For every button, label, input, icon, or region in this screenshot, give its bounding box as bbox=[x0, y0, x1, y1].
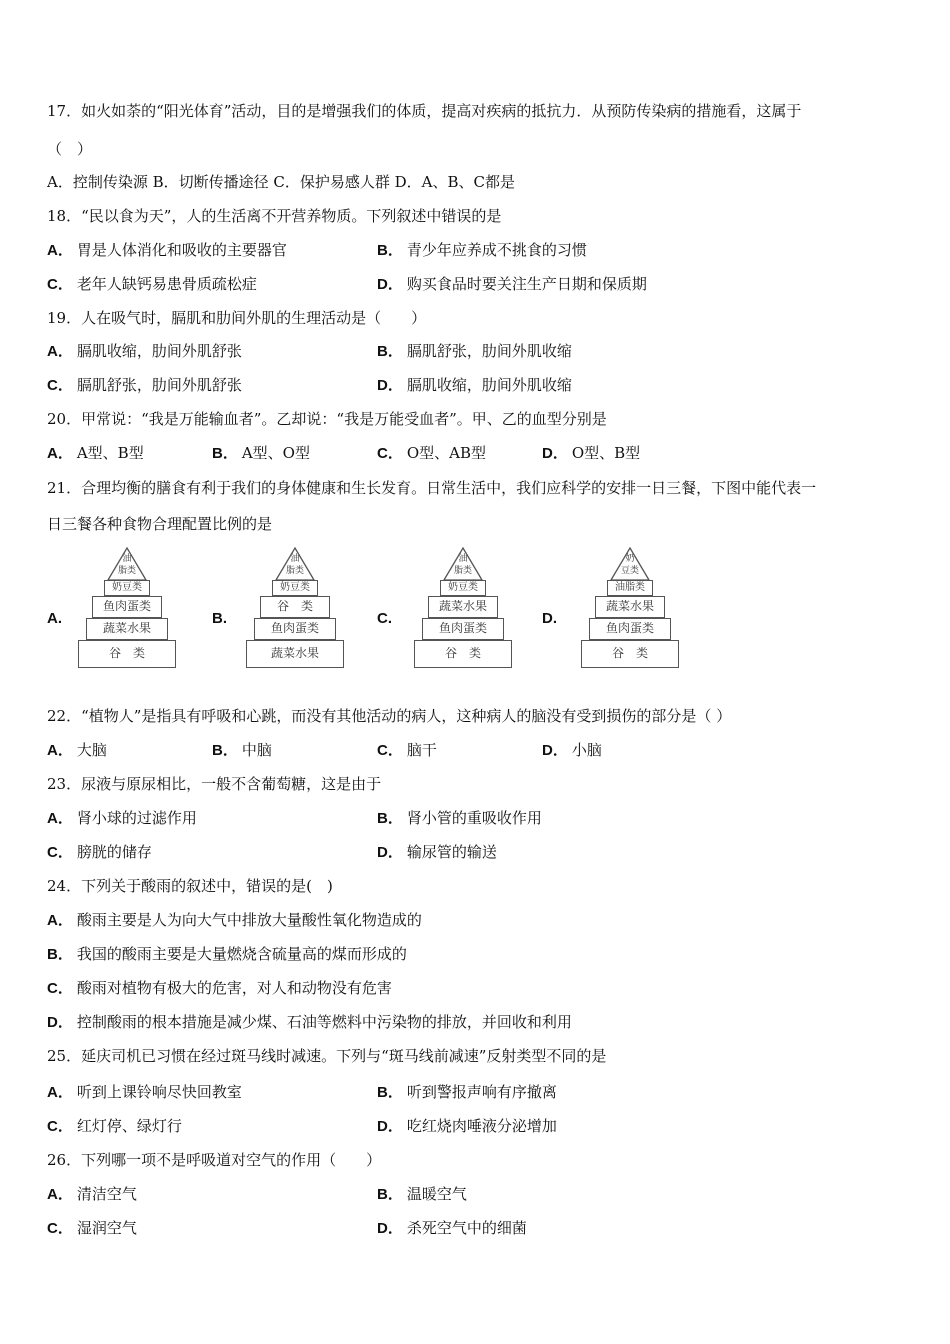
option-key: D． bbox=[377, 276, 403, 293]
option-text: 清洁空气 bbox=[76, 1185, 137, 1203]
option-q26-0 bbox=[47, 1184, 137, 1205]
option-q20-0 bbox=[47, 443, 144, 464]
pyramid-top-label: 油 bbox=[458, 554, 468, 564]
pyramid-top-label: 油 bbox=[290, 554, 300, 564]
option-q19-2 bbox=[47, 375, 242, 396]
pyramid-top-label: 油 bbox=[122, 554, 132, 564]
option-key: B． bbox=[212, 742, 238, 759]
question-stem: 20．甲常说：“我是万能输血者”。乙却说：“我是万能受血者”。甲、乙的血型分别是 bbox=[47, 410, 607, 428]
question-stem: 17．如火如荼的“阳光体育”活动，目的是增强我们的体质，提高对疾病的抵抗力．从预防传染病的措施看，这属于 bbox=[47, 102, 802, 120]
question-stem: 21．合理均衡的膳食有利于我们的身体健康和生长发育。日常生活中，我们应科学的安排一日三餐，下图中能代表一 bbox=[47, 479, 817, 497]
option-key: D． bbox=[377, 1118, 403, 1135]
option-text: 温暖空气 bbox=[406, 1185, 467, 1203]
option-text: 听到上课铃响尽快回教室 bbox=[76, 1083, 242, 1101]
pyramid-tier: 谷 类 bbox=[581, 640, 679, 668]
pyramid-tier: 奶豆类 bbox=[440, 580, 486, 596]
option-text: 膈肌收缩，肋间外肌舒张 bbox=[76, 342, 242, 360]
pyramid-top-label: 豆类 bbox=[620, 566, 640, 576]
option-q23-2 bbox=[47, 842, 152, 863]
option-key: C． bbox=[377, 742, 403, 759]
pyramid-tier: 鱼肉蛋类 bbox=[92, 596, 162, 618]
option-key: A． bbox=[47, 912, 73, 929]
option-q22-2 bbox=[377, 740, 437, 761]
option-text: 购买食品时要关注生产日期和保质期 bbox=[406, 275, 647, 293]
question-stem: 日三餐各种食物合理配置比例的是 bbox=[47, 515, 273, 533]
pyramid-top-label: 脂类 bbox=[285, 566, 305, 576]
option-q22-3 bbox=[542, 740, 602, 761]
option-q20-2 bbox=[377, 443, 486, 464]
option-q19-0 bbox=[47, 341, 242, 362]
option-q25-2 bbox=[47, 1116, 182, 1137]
option-key: C． bbox=[47, 980, 73, 997]
option-q22-1 bbox=[212, 740, 272, 761]
option-q18-0 bbox=[47, 240, 287, 261]
option-q24-1 bbox=[47, 944, 407, 965]
question-stem: A．控制传染源 B．切断传播途径 C．保护易感人群 D．A、B、C都是 bbox=[47, 173, 515, 191]
option-q23-1 bbox=[377, 808, 542, 829]
option-q23-3 bbox=[377, 842, 497, 863]
option-text: O型、B型 bbox=[571, 444, 641, 462]
pyramid-tier: 蔬菜水果 bbox=[428, 596, 498, 618]
option-text: 膀胱的储存 bbox=[76, 843, 152, 861]
option-text: 酸雨对植物有极大的危害，对人和动物没有危害 bbox=[76, 979, 392, 997]
option-text: A型、B型 bbox=[76, 444, 144, 462]
option-key: A． bbox=[47, 343, 73, 360]
option-key: C． bbox=[47, 276, 73, 293]
option-key: C． bbox=[377, 445, 403, 462]
pyramid-tier: 鱼肉蛋类 bbox=[589, 618, 671, 640]
option-text: 小脑 bbox=[571, 741, 602, 759]
option-text: 控制酸雨的根本措施是减少煤、石油等燃料中污染物的排放，并回收和利用 bbox=[76, 1013, 572, 1031]
pyramid-tier: 蔬菜水果 bbox=[595, 596, 665, 618]
option-text: 听到警报声响有序撤离 bbox=[406, 1083, 557, 1101]
option-key: A． bbox=[47, 242, 73, 259]
option-q20-1 bbox=[212, 443, 310, 464]
option-text: 吃红烧肉唾液分泌增加 bbox=[406, 1117, 557, 1135]
option-text: 膈肌舒张，肋间外肌收缩 bbox=[406, 342, 572, 360]
option-text: 红灯停、绿灯行 bbox=[76, 1117, 182, 1135]
option-q26-2 bbox=[47, 1218, 137, 1239]
option-q18-1 bbox=[377, 240, 587, 261]
option-q24-0 bbox=[47, 910, 422, 931]
option-key: D． bbox=[377, 377, 403, 394]
question-stem: （ ） bbox=[47, 140, 93, 158]
pyramid-option-label: B. bbox=[212, 610, 227, 627]
option-key: C． bbox=[47, 377, 73, 394]
question-stem: 22．“植物人”是指具有呼吸和心跳，而没有其他活动的病人，这种病人的脑没有受到损伤的部分是（ ） bbox=[47, 707, 732, 725]
pyramid-option-label: A. bbox=[47, 610, 62, 627]
option-q25-3 bbox=[377, 1116, 557, 1137]
option-q26-1 bbox=[377, 1184, 467, 1205]
option-q23-0 bbox=[47, 808, 197, 829]
option-q19-3 bbox=[377, 375, 572, 396]
option-text: 肾小球的过滤作用 bbox=[76, 809, 197, 827]
option-key: A． bbox=[47, 1186, 73, 1203]
pyramid-tier: 谷 类 bbox=[260, 596, 330, 618]
option-key: B． bbox=[377, 242, 403, 259]
option-q24-2 bbox=[47, 978, 392, 999]
option-q25-0 bbox=[47, 1082, 242, 1103]
question-stem: 23．尿液与原尿相比，一般不含葡萄糖，这是由于 bbox=[47, 775, 382, 793]
option-text: 肾小管的重吸收作用 bbox=[406, 809, 542, 827]
option-key: A． bbox=[47, 742, 73, 759]
option-text: 我国的酸雨主要是大量燃烧含硫量高的煤而形成的 bbox=[76, 945, 407, 963]
option-q19-1 bbox=[377, 341, 572, 362]
pyramid-tier: 谷 类 bbox=[78, 640, 176, 668]
option-q26-3 bbox=[377, 1218, 527, 1239]
question-stem: 24．下列关于酸雨的叙述中，错误的是( ) bbox=[47, 877, 333, 895]
question-stem: 19．人在吸气时，膈肌和肋间外肌的生理活动是（ ） bbox=[47, 309, 427, 327]
option-q18-2 bbox=[47, 274, 257, 295]
option-key: B． bbox=[377, 1084, 403, 1101]
pyramid-tier: 奶豆类 bbox=[104, 580, 150, 596]
option-key: D． bbox=[377, 844, 403, 861]
option-key: B． bbox=[377, 810, 403, 827]
option-text: 酸雨主要是人为向大气中排放大量酸性氧化物造成的 bbox=[76, 911, 422, 929]
option-key: A． bbox=[47, 1084, 73, 1101]
option-key: B． bbox=[377, 343, 403, 360]
pyramid-tier: 奶豆类 bbox=[272, 580, 318, 596]
pyramid-option-label: C. bbox=[377, 610, 392, 627]
option-key: D． bbox=[47, 1014, 73, 1031]
pyramid-tier: 鱼肉蛋类 bbox=[422, 618, 504, 640]
option-text: 杀死空气中的细菌 bbox=[406, 1219, 527, 1237]
option-text: O型、AB型 bbox=[406, 444, 486, 462]
option-key: C． bbox=[47, 1118, 73, 1135]
option-text: 胃是人体消化和吸收的主要器官 bbox=[76, 241, 287, 259]
option-key: B． bbox=[377, 1186, 403, 1203]
option-text: 湿润空气 bbox=[76, 1219, 137, 1237]
option-text: 青少年应养成不挑食的习惯 bbox=[406, 241, 587, 259]
pyramid-top-label: 脂类 bbox=[117, 566, 137, 576]
option-key: A． bbox=[47, 810, 73, 827]
option-q25-1 bbox=[377, 1082, 557, 1103]
option-key: A． bbox=[47, 445, 73, 462]
option-text: 大脑 bbox=[76, 741, 107, 759]
option-key: B． bbox=[47, 946, 73, 963]
option-text: 膈肌舒张，肋间外肌舒张 bbox=[76, 376, 242, 394]
pyramid-tier: 谷 类 bbox=[414, 640, 512, 668]
pyramid-top-label: 脂类 bbox=[453, 566, 473, 576]
option-key: D． bbox=[377, 1220, 403, 1237]
pyramid-tier: 油脂类 bbox=[607, 580, 653, 596]
option-q22-0 bbox=[47, 740, 107, 761]
option-text: A型、O型 bbox=[241, 444, 310, 462]
pyramid-option-label: D. bbox=[542, 610, 557, 627]
pyramid-tier: 蔬菜水果 bbox=[86, 618, 168, 640]
question-stem: 26．下列哪一项不是呼吸道对空气的作用（ ） bbox=[47, 1151, 382, 1169]
question-stem: 25．延庆司机已习惯在经过斑马线时减速。下列与“斑马线前减速”反射类型不同的是 bbox=[47, 1047, 607, 1065]
option-key: B． bbox=[212, 445, 238, 462]
pyramid-top-label: 奶 bbox=[625, 554, 635, 564]
option-q24-3 bbox=[47, 1012, 572, 1033]
option-key: D． bbox=[542, 742, 568, 759]
option-text: 老年人缺钙易患骨质疏松症 bbox=[76, 275, 257, 293]
option-text: 膈肌收缩，肋间外肌收缩 bbox=[406, 376, 572, 394]
option-key: D． bbox=[542, 445, 568, 462]
option-q18-3 bbox=[377, 274, 647, 295]
option-key: C． bbox=[47, 1220, 73, 1237]
option-text: 输尿管的输送 bbox=[406, 843, 497, 861]
pyramid-tier: 鱼肉蛋类 bbox=[254, 618, 336, 640]
option-text: 脑干 bbox=[406, 741, 437, 759]
question-stem: 18．“民以食为天”，人的生活离不开营养物质。下列叙述中错误的是 bbox=[47, 207, 502, 225]
pyramid-tier: 蔬菜水果 bbox=[246, 640, 344, 668]
option-q20-3 bbox=[542, 443, 640, 464]
option-key: C． bbox=[47, 844, 73, 861]
option-text: 中脑 bbox=[241, 741, 272, 759]
